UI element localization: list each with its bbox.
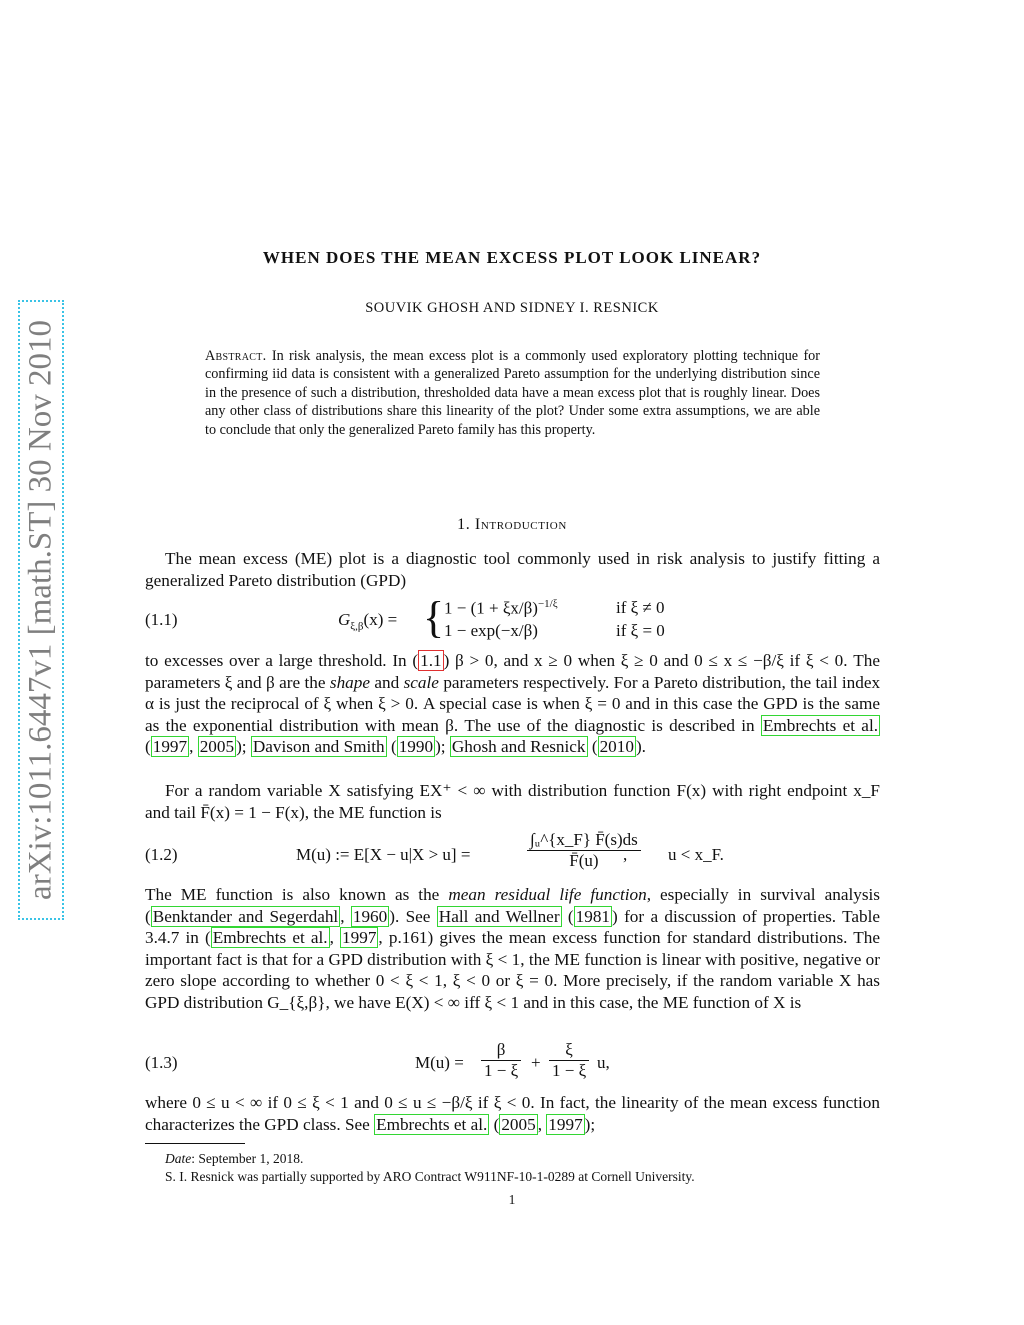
citation-year-link[interactable]: 2005 <box>501 1114 536 1134</box>
footnote-divider <box>145 1143 245 1144</box>
paragraph-intro <box>145 548 880 591</box>
fraction-denominator: 1 − ξ <box>552 1061 587 1080</box>
equation-number: (1.1) <box>145 610 178 629</box>
footnote-date <box>165 1151 303 1167</box>
citation-link[interactable]: Ghosh and Resnick <box>451 737 586 757</box>
equation-lhs: M(u) = <box>415 1053 464 1072</box>
section-number: 1. <box>457 516 471 533</box>
paper-title: WHEN DOES THE MEAN EXCESS PLOT LOOK LINEAR? <box>262 248 762 267</box>
citation-year-link[interactable]: 1981 <box>575 906 610 926</box>
paragraph-3 <box>145 780 880 823</box>
equation-1-2 <box>145 830 880 878</box>
text-run: parameters respectively. For a Pareto distribution, the tail index α is just the reciprocal of ξ when ξ > 0. A special case is when ξ = 0 and in this case the GPD is the same as the exponential distribution with mean β. The use of the diagnostic is described in <box>145 672 881 735</box>
citation-link[interactable]: Embrechts et al. <box>376 1114 488 1134</box>
text-run: The ME function is also known as the <box>145 885 440 904</box>
equation-condition: u < x_F. <box>668 845 724 864</box>
arxiv-identifier-stamp <box>18 300 64 920</box>
fraction-numerator: ∫ᵤ^{x_F} F̄(s)ds <box>527 830 641 851</box>
left-brace: { <box>423 593 445 642</box>
text-run: ). <box>635 737 646 757</box>
citation-link[interactable]: Davison and Smith <box>252 737 385 757</box>
citation-link[interactable]: Hall and Wellner <box>438 906 560 926</box>
citation-year-link[interactable]: 2005 <box>199 737 235 757</box>
equation-1-1 <box>145 593 880 644</box>
condition-1: if ξ ≠ 0 <box>616 598 665 617</box>
citation-link[interactable]: Embrechts et al. <box>762 715 879 735</box>
section-heading <box>0 516 1024 534</box>
equation-lhs: M(u) := E[X − u|X > u] = <box>296 845 471 864</box>
citation-link[interactable]: Embrechts et al. <box>212 928 328 948</box>
paragraph-2: to excesses over a large threshold. In ( 1.1 ) β > 0, and x ≥ 0 when ξ ≥ 0 and 0 ≤ x ≤ −β/ξ if ξ < 0. The parameters ξ and β are the shape and scale parameters respectively. For a Pareto distribution, the tail index α is just the reciprocal of ξ when ξ > 0. A special case is when ξ = 0 and in this case the GPD is the same as the exponential distribution with mean β. The use of the diagnostic is described in Embrechts et al. ( 1997 , 2005 ); Davison and Smith ( 1990 ); Ghosh and Resnick ( 2010 ). <box>145 651 881 757</box>
paragraph-5: where 0 ≤ u < ∞ if 0 ≤ ξ < 1 and 0 ≤ u ≤ −β/ξ if ξ < 0. In fact, the linearity of the mean excess function characterizes the GPD class. See Embrechts et al. ( 2005 , 1997 ); <box>145 1093 880 1134</box>
emphasis-scale: scale <box>403 672 439 692</box>
text-run: where 0 ≤ u < ∞ if 0 ≤ ξ < 1 and 0 ≤ u ≤ −β/ξ if ξ < 0. In fact, the linearity of the mean excess function characterizes the GPD class. See <box>145 1093 880 1134</box>
equation-tail: u, <box>597 1053 610 1072</box>
citation-year-link[interactable]: 1960 <box>352 906 388 926</box>
abstract <box>205 347 820 439</box>
fraction-numerator: ξ <box>549 1040 589 1061</box>
citation-year-link[interactable]: 1997 <box>152 737 188 757</box>
case-2: 1 − exp(−x/β) <box>444 621 538 640</box>
equation-fraction <box>549 1040 589 1081</box>
footnote-date-value: : September 1, 2018. <box>191 1151 304 1166</box>
plus-sign: + <box>531 1053 541 1072</box>
fraction-denominator: F̄(u) <box>569 851 599 870</box>
fraction-denominator: 1 − ξ <box>484 1061 519 1080</box>
citation-year-link[interactable]: 2010 <box>599 737 634 757</box>
text-run: and <box>374 672 400 692</box>
footnote-support: S. I. Resnick was partially supported by ARO Contract W911NF-10-1-0289 at Cornell University. <box>165 1169 695 1184</box>
fraction-numerator: β <box>481 1040 521 1061</box>
equation-comma: , <box>623 845 628 864</box>
citation-link[interactable]: Benktander and Segerdahl <box>152 906 339 926</box>
equation-lhs <box>338 610 397 632</box>
case-1-exponent: −1/ξ <box>537 598 558 610</box>
equation-lhs-subscript: ξ,β <box>350 620 364 633</box>
text-run: ). See <box>389 906 431 926</box>
equation-number: (1.3) <box>145 1053 178 1072</box>
text-run: ) for a discussion of properties. Table 3.4.7 in ( <box>145 906 881 948</box>
text-run: ) β > 0, and x ≥ 0 when ξ ≥ 0 and 0 ≤ x ≤ −β/ξ if ξ < 0. The parameters ξ and β are the <box>145 651 880 692</box>
citation-year-link[interactable]: 1990 <box>398 737 434 757</box>
page-number: 1 <box>508 1192 516 1207</box>
paper-authors: SOUVIK GHOSH AND SIDNEY I. RESNICK <box>365 300 659 316</box>
paragraph-4: The ME function is also known as the mean residual life function, especially in survival analysis ( Benktander and Segerdahl , 1960 ). See Hall and Wellner ( 1981 ) for a discussion of properties. Table 3.4.7 in ( Embrechts et al. , 1997 , p.161) gives the mean excess function for standard distributions. The important fact is that for a GPD distribution with ξ < 1, the ME function is linear with positive, negative or zero slope according to whether 0 < ξ < 1, ξ < 0 or ξ = 0. More precisely, if the random variable X has GPD distribution G_{ξ,β}, we have E(X) < ∞ iff ξ < 1 and in this case, the ME function of X is <box>145 885 881 1012</box>
text-run: , p.161) gives the mean excess function for standard distributions. The important fact is that for a GPD distribution with ξ < 1, the ME function is linear with positive, negative or zero slope according to whether 0 < ξ < 1, ξ < 0 or ξ = 0. More precisely, if the random variable X has GPD distribution G_{ξ,β}, we have E(X) < ∞ iff ξ < 1 and in this case, the ME function of X is <box>145 928 881 1012</box>
equation-lhs-symbol: G <box>338 610 351 629</box>
abstract-text: In risk analysis, the mean excess plot is a commonly used exploratory plotting technique for confirming iid data is consistent with a generalized Pareto assumption for the underlying distribution since in the presence of such a distribution, thresholded data have a mean excess plot that is roughly linear. Does any other class of distributions share this linearity of the plot? Under some extra assumptions, we are able to conclude that only the generalized Pareto family has this property. <box>205 348 820 438</box>
case-1-expr: 1 − (1 + ξx/β) <box>444 598 538 618</box>
case-1 <box>444 598 558 619</box>
citation-year-link[interactable]: 1997 <box>342 928 377 948</box>
equation-1-3 <box>145 1040 880 1088</box>
text-run: to excesses over a large threshold. In ( <box>145 651 419 670</box>
paragraph-1: The mean excess (ME) plot is a diagnostic tool commonly used in risk analysis to justify fitting a generalized Pareto distribution (GPD) <box>145 549 880 590</box>
equation-link[interactable]: 1.1 <box>420 651 442 670</box>
footnote-date-label: Date <box>165 1151 192 1166</box>
emphasis-shape: shape <box>329 672 370 692</box>
abstract-label: Abstract. <box>205 348 267 364</box>
condition-2: if ξ = 0 <box>616 621 665 640</box>
citation-year-link[interactable]: 1997 <box>548 1114 583 1134</box>
arxiv-identifier: arXiv:1011.6447v1 [math.ST] 30 Nov 2010 <box>22 320 59 900</box>
equation-number: (1.2) <box>145 845 178 864</box>
paragraph-3-text: For a random variable X satisfying EX⁺ < ∞ with distribution function F(x) with right endpoint x_F and tail F̄(x) = 1 − F(x), the ME function is <box>145 781 880 822</box>
equation-lhs-arg: (x) = <box>363 610 398 629</box>
section-title: Introduction <box>474 516 567 533</box>
emphasis-mean-residual-life: mean residual life function <box>448 885 647 904</box>
text-run: ); <box>584 1114 596 1134</box>
text-run: , especially in survival analysis ( <box>145 885 880 926</box>
equation-fraction <box>481 1040 521 1081</box>
